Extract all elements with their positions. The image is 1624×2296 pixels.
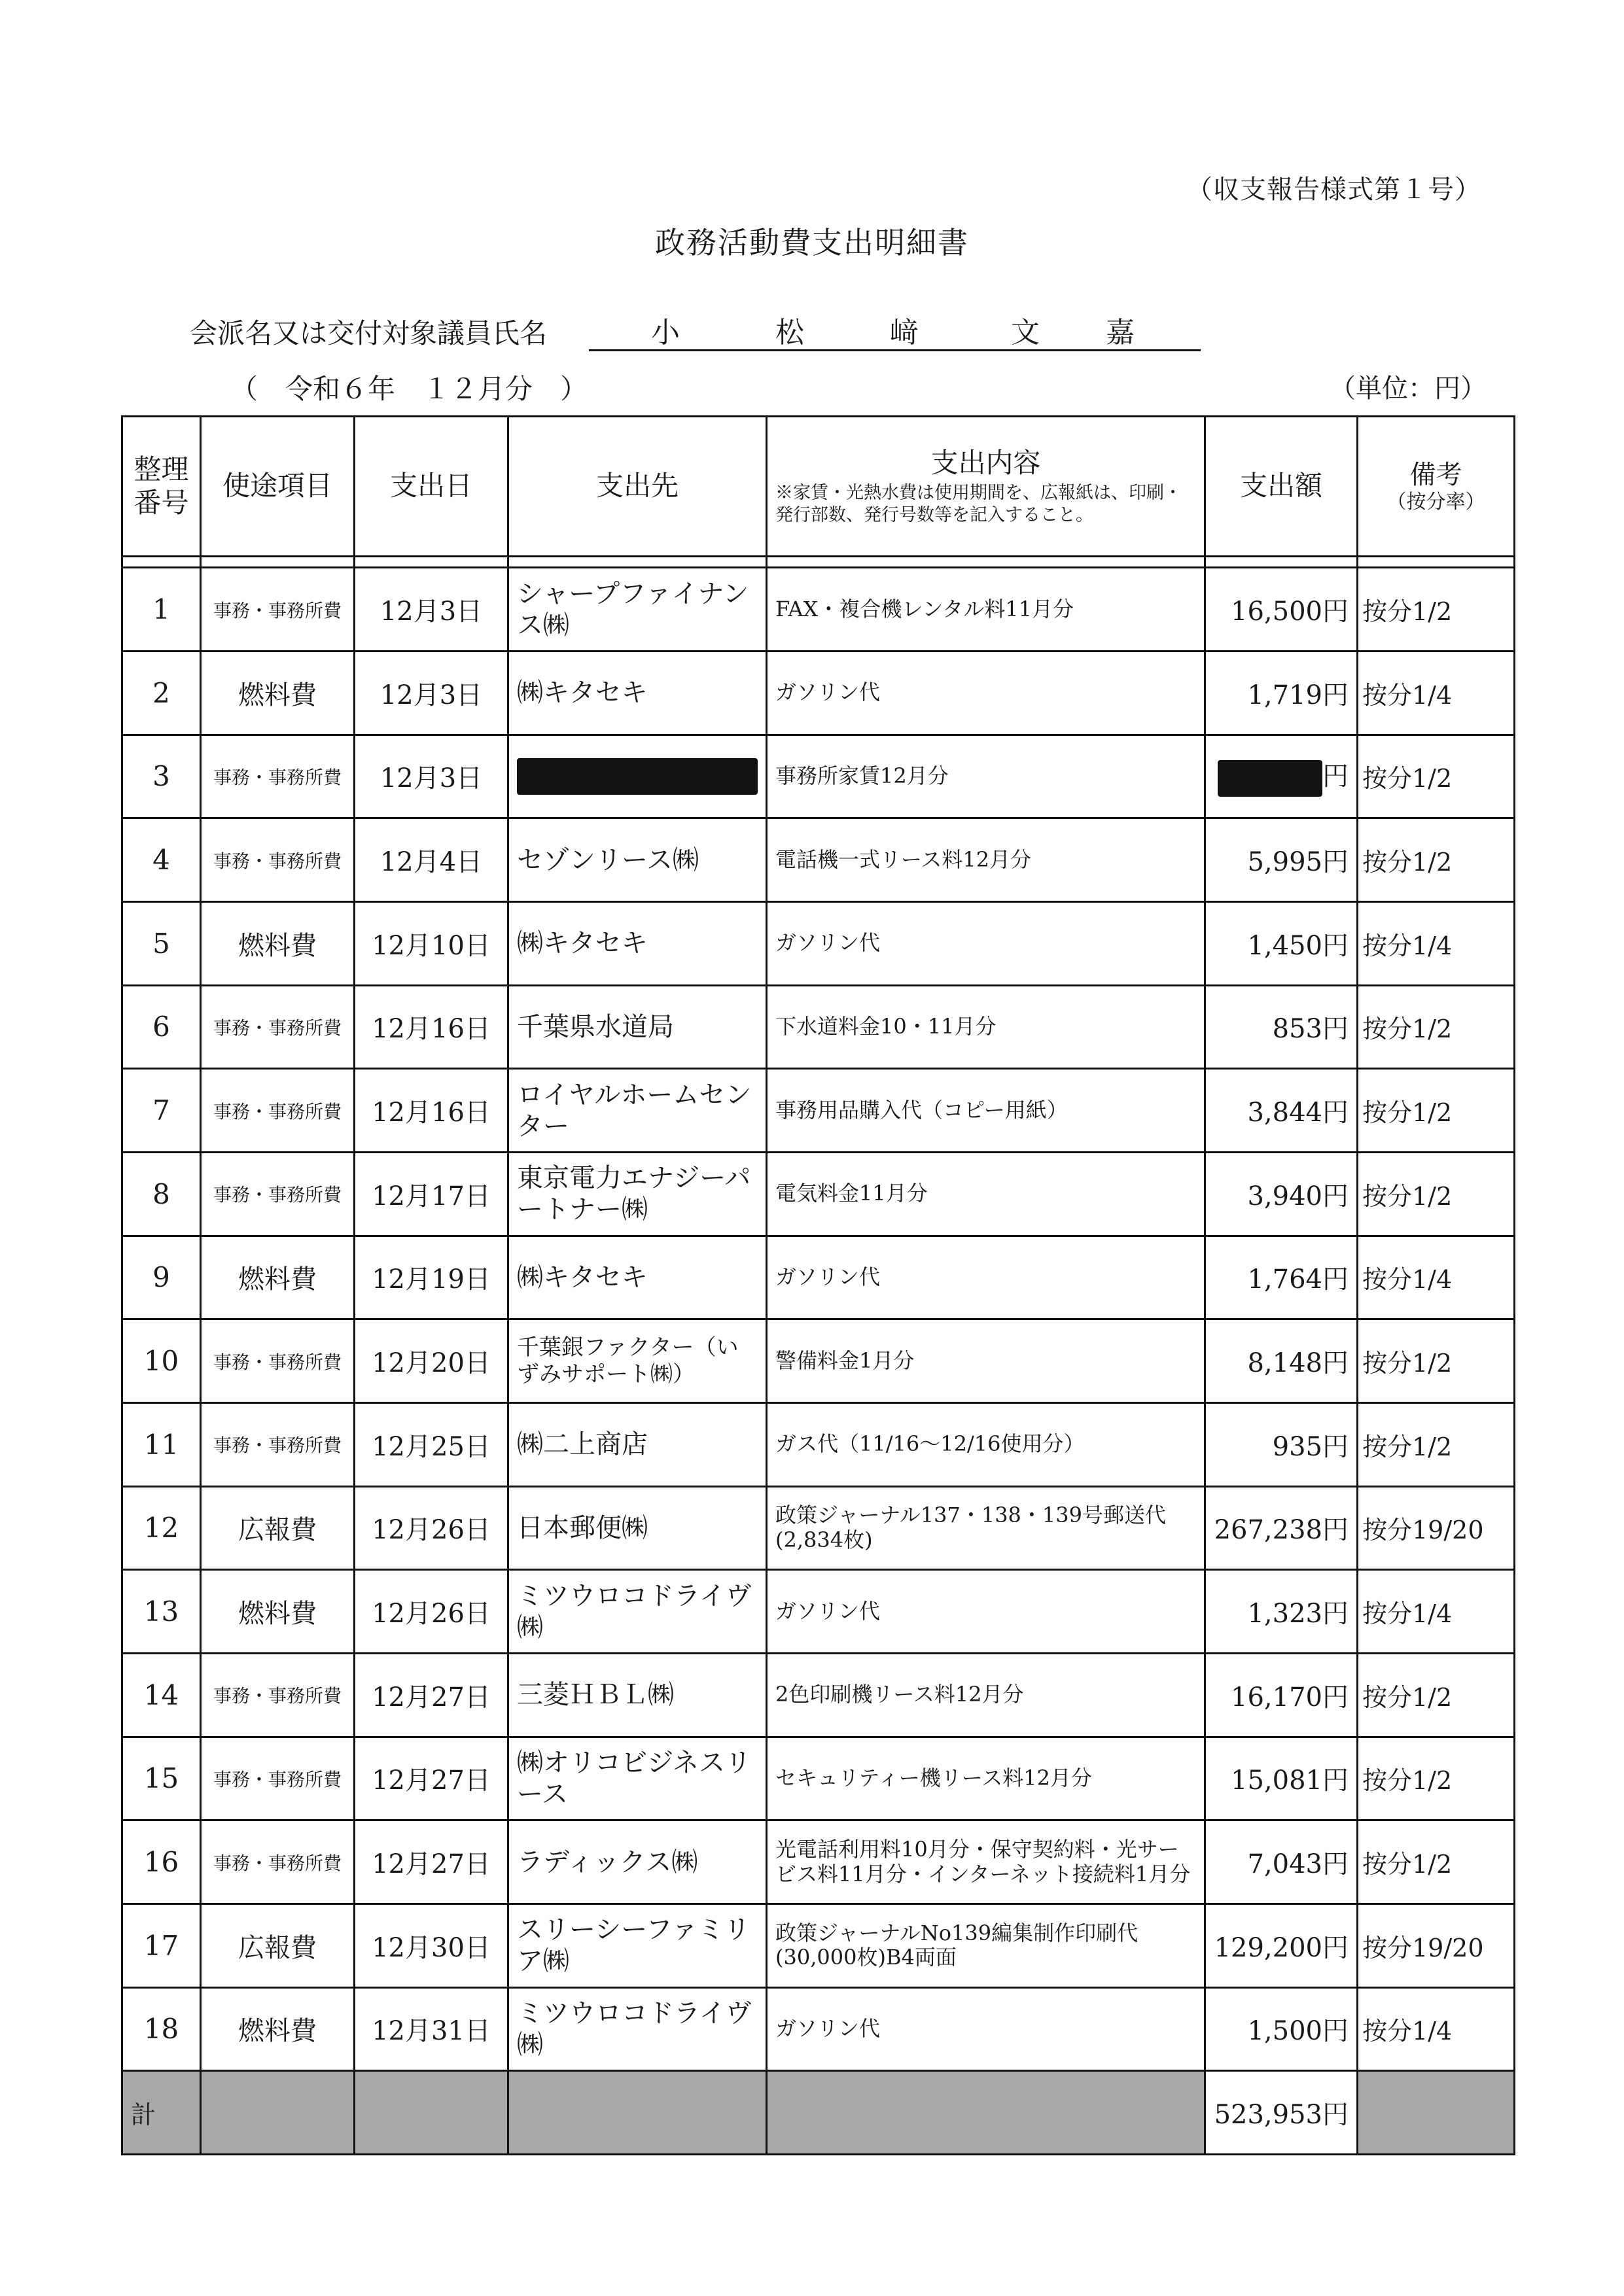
cell-remarks: 按分19/20 bbox=[1358, 1486, 1515, 1570]
table-header-row bbox=[122, 417, 1515, 557]
cell-category: 広報費 bbox=[201, 1486, 355, 1570]
table-row bbox=[122, 651, 1515, 735]
table-row bbox=[122, 1987, 1515, 2071]
cell-category: 広報費 bbox=[201, 1904, 355, 1987]
cell-date: 12月27日 bbox=[355, 1737, 508, 1820]
table-row bbox=[122, 1152, 1515, 1236]
cell-description: ガソリン代 bbox=[767, 1987, 1205, 2071]
total-label: 計 bbox=[122, 2071, 201, 2155]
total-empty-cell bbox=[767, 2071, 1205, 2155]
cell-description: ガソリン代 bbox=[767, 651, 1205, 735]
cell-remarks: 按分1/4 bbox=[1358, 1236, 1515, 1319]
cell-category: 事務・事務所費 bbox=[201, 1653, 355, 1737]
total-amount: 523,953円 bbox=[1205, 2071, 1358, 2155]
cell-category: 事務・事務所費 bbox=[201, 568, 355, 652]
cell-amount: 129,200円 bbox=[1205, 1904, 1358, 1987]
cell-remarks: 按分19/20 bbox=[1358, 1904, 1515, 1987]
cell-category: 事務・事務所費 bbox=[201, 1402, 355, 1486]
cell-no: 15 bbox=[122, 1737, 201, 1820]
cell-description: 政策ジャーナルNo139編集制作印刷代(30,000枚)B4両面 bbox=[767, 1904, 1205, 1987]
cell-payee: 千葉銀ファクター（いずみサポート㈱） bbox=[508, 1319, 767, 1403]
cell-no: 3 bbox=[122, 735, 201, 818]
table-row bbox=[122, 568, 1515, 652]
cell-payee: スリーシーファミリア㈱ bbox=[508, 1904, 767, 1987]
total-empty-cell bbox=[355, 2071, 508, 2155]
cell-amount: 935円 bbox=[1205, 1402, 1358, 1486]
cell-date: 12月27日 bbox=[355, 1653, 508, 1737]
cell-amount: 3,940円 bbox=[1205, 1152, 1358, 1236]
table-row bbox=[122, 1069, 1515, 1153]
cell-no: 7 bbox=[122, 1069, 201, 1153]
table-row bbox=[122, 1653, 1515, 1737]
cell-amount: 1,764円 bbox=[1205, 1236, 1358, 1319]
document-title: 政務活動費支出明細書 bbox=[655, 225, 969, 260]
cell-no: 6 bbox=[122, 985, 201, 1069]
cell-amount: 5,995円 bbox=[1205, 818, 1358, 902]
cell-amount: 16,170円 bbox=[1205, 1653, 1358, 1737]
cell-description: 光電話利用料10月分・保守契約料・光サービス料11月分・インターネット接続料1月分 bbox=[767, 1820, 1205, 1904]
table-row bbox=[122, 1737, 1515, 1820]
cell-date: 12月20日 bbox=[355, 1319, 508, 1403]
total-empty-cell bbox=[1358, 2071, 1515, 2155]
cell-date: 12月4日 bbox=[355, 818, 508, 902]
header-category: 使途項目 bbox=[201, 417, 355, 557]
cell-date: 12月27日 bbox=[355, 1820, 508, 1904]
cell-remarks: 按分1/4 bbox=[1358, 651, 1515, 735]
cell-no: 12 bbox=[122, 1486, 201, 1570]
header-remarks-sub: （按分率） bbox=[1386, 490, 1485, 513]
cell-description: 政策ジャーナル137・138・139号郵送代(2,834枚) bbox=[767, 1486, 1205, 1570]
header-remarks-title: 備考 bbox=[1409, 459, 1462, 490]
cell-payee: 日本郵便㈱ bbox=[508, 1486, 767, 1570]
table-row bbox=[122, 1402, 1515, 1486]
table-row bbox=[122, 1820, 1515, 1904]
member-name-char: 嘉 bbox=[1106, 316, 1135, 349]
cell-description: 電気料金11月分 bbox=[767, 1152, 1205, 1236]
cell-amount: 1,500円 bbox=[1205, 1987, 1358, 2071]
cell-no: 18 bbox=[122, 1987, 201, 2071]
cell-category: 事務・事務所費 bbox=[201, 1820, 355, 1904]
cell-date: 12月16日 bbox=[355, 1069, 508, 1153]
member-name-char: 﨑 bbox=[890, 316, 919, 349]
cell-remarks: 按分1/2 bbox=[1358, 818, 1515, 902]
member-name-char: 小 bbox=[651, 316, 680, 349]
amount-unit: 円 bbox=[1322, 761, 1349, 792]
cell-date: 12月31日 bbox=[355, 1987, 508, 2071]
redacted-payee bbox=[517, 758, 758, 795]
cell-description: ガス代（11/16～12/16使用分） bbox=[767, 1402, 1205, 1486]
cell-amount: 8,148円 bbox=[1205, 1319, 1358, 1403]
cell-no: 13 bbox=[122, 1570, 201, 1654]
cell-payee: ミツウロコドライヴ㈱ bbox=[508, 1987, 767, 2071]
cell-no: 2 bbox=[122, 651, 201, 735]
cell-no: 11 bbox=[122, 1402, 201, 1486]
cell-remarks: 按分1/2 bbox=[1358, 568, 1515, 652]
cell-remarks: 按分1/2 bbox=[1358, 1152, 1515, 1236]
cell-no: 17 bbox=[122, 1904, 201, 1987]
cell-date: 12月25日 bbox=[355, 1402, 508, 1486]
cell-description: 電話機一式リース料12月分 bbox=[767, 818, 1205, 902]
header-no-line1: 整理 bbox=[133, 453, 189, 486]
table-row bbox=[122, 901, 1515, 985]
table-row bbox=[122, 1486, 1515, 1570]
cell-description: FAX・複合機レンタル料11月分 bbox=[767, 568, 1205, 652]
cell-payee: 東京電力エナジーパートナー㈱ bbox=[508, 1152, 767, 1236]
cell-date: 12月26日 bbox=[355, 1570, 508, 1654]
cell-category: 事務・事務所費 bbox=[201, 1319, 355, 1403]
header-no-line2: 番号 bbox=[133, 486, 189, 519]
cell-category: 事務・事務所費 bbox=[201, 735, 355, 818]
cell-remarks: 按分1/2 bbox=[1358, 985, 1515, 1069]
cell-category: 燃料費 bbox=[201, 651, 355, 735]
cell-no: 8 bbox=[122, 1152, 201, 1236]
total-empty-cell bbox=[201, 2071, 355, 2155]
header-amount: 支出額 bbox=[1205, 417, 1358, 557]
cell-description: 2色印刷機リース料12月分 bbox=[767, 1653, 1205, 1737]
member-label: 会派名又は交付対象議員氏名 bbox=[190, 317, 548, 349]
table-row bbox=[122, 1319, 1515, 1403]
cell-remarks: 按分1/2 bbox=[1358, 1319, 1515, 1403]
cell-description: 警備料金1月分 bbox=[767, 1319, 1205, 1403]
table-row bbox=[122, 985, 1515, 1069]
table-row bbox=[122, 1904, 1515, 1987]
cell-category: 事務・事務所費 bbox=[201, 1737, 355, 1820]
cell-payee: ㈱キタセキ bbox=[508, 651, 767, 735]
cell-category: 燃料費 bbox=[201, 1236, 355, 1319]
form-number: （収支報告様式第１号） bbox=[1186, 175, 1481, 205]
cell-remarks: 按分1/2 bbox=[1358, 1737, 1515, 1820]
cell-category: 燃料費 bbox=[201, 1987, 355, 2071]
cell-amount: 3,844円 bbox=[1205, 1069, 1358, 1153]
cell-date: 12月17日 bbox=[355, 1152, 508, 1236]
cell-description: ガソリン代 bbox=[767, 1570, 1205, 1654]
cell-remarks: 按分1/2 bbox=[1358, 735, 1515, 818]
cell-amount: 15,081円 bbox=[1205, 1737, 1358, 1820]
cell-category: 燃料費 bbox=[201, 901, 355, 985]
cell-amount bbox=[1205, 735, 1358, 818]
header-description bbox=[767, 417, 1205, 557]
cell-description: 下水道料金10・11月分 bbox=[767, 985, 1205, 1069]
cell-amount: 16,500円 bbox=[1205, 568, 1358, 652]
cell-payee: 千葉県水道局 bbox=[508, 985, 767, 1069]
cell-description: 事務用品購入代（コピー用紙） bbox=[767, 1069, 1205, 1153]
cell-amount: 7,043円 bbox=[1205, 1820, 1358, 1904]
cell-category: 事務・事務所費 bbox=[201, 985, 355, 1069]
cell-date: 12月3日 bbox=[355, 651, 508, 735]
cell-category: 事務・事務所費 bbox=[201, 818, 355, 902]
cell-no: 14 bbox=[122, 1653, 201, 1737]
table-row bbox=[122, 1236, 1515, 1319]
cell-description: 事務所家賃12月分 bbox=[767, 735, 1205, 818]
cell-no: 4 bbox=[122, 818, 201, 902]
total-row bbox=[122, 2071, 1515, 2155]
cell-payee: ロイヤルホームセンター bbox=[508, 1069, 767, 1153]
redacted-amount bbox=[1218, 760, 1322, 797]
header-date: 支出日 bbox=[355, 417, 508, 557]
cell-category: 燃料費 bbox=[201, 1570, 355, 1654]
cell-payee: シャープファイナンス㈱ bbox=[508, 568, 767, 652]
cell-payee: ミツウロコドライヴ㈱ bbox=[508, 1570, 767, 1654]
cell-payee: ㈱キタセキ bbox=[508, 901, 767, 985]
cell-description: セキュリティー機リース料12月分 bbox=[767, 1737, 1205, 1820]
cell-date: 12月19日 bbox=[355, 1236, 508, 1319]
cell-remarks: 按分1/2 bbox=[1358, 1402, 1515, 1486]
cell-payee bbox=[508, 735, 767, 818]
cell-date: 12月30日 bbox=[355, 1904, 508, 1987]
cell-no: 9 bbox=[122, 1236, 201, 1319]
cell-remarks: 按分1/2 bbox=[1358, 1820, 1515, 1904]
cell-no: 1 bbox=[122, 568, 201, 652]
member-name-char: 松 bbox=[775, 316, 804, 349]
cell-no: 10 bbox=[122, 1319, 201, 1403]
cell-payee: ㈱オリコビジネスリース bbox=[508, 1737, 767, 1820]
header-payee: 支出先 bbox=[508, 417, 767, 557]
cell-payee: ㈱キタセキ bbox=[508, 1236, 767, 1319]
cell-category: 事務・事務所費 bbox=[201, 1152, 355, 1236]
header-description-title: 支出内容 bbox=[930, 446, 1041, 479]
table-row bbox=[122, 1570, 1515, 1654]
table-row bbox=[122, 818, 1515, 902]
member-name-char: 文 bbox=[1011, 316, 1040, 349]
cell-date: 12月26日 bbox=[355, 1486, 508, 1570]
cell-remarks: 按分1/2 bbox=[1358, 1653, 1515, 1737]
cell-date: 12月3日 bbox=[355, 568, 508, 652]
cell-payee: ラディックス㈱ bbox=[508, 1820, 767, 1904]
table-row bbox=[122, 735, 1515, 818]
member-name bbox=[589, 309, 1201, 351]
cell-no: 16 bbox=[122, 1820, 201, 1904]
cell-date: 12月16日 bbox=[355, 985, 508, 1069]
expense-table bbox=[121, 415, 1513, 2155]
cell-date: 12月10日 bbox=[355, 901, 508, 985]
total-empty-cell bbox=[508, 2071, 767, 2155]
cell-no: 5 bbox=[122, 901, 201, 985]
header-description-note: ※家賃・光熱水費は使用期間を、広報紙は、印刷・発行部数、発行号数等を記入すること。 bbox=[775, 483, 1182, 525]
cell-payee: セゾンリース㈱ bbox=[508, 818, 767, 902]
report-period: （ 令和６年 １２月分 ） bbox=[230, 373, 588, 405]
header-spacer-row bbox=[122, 557, 1515, 568]
cell-amount: 853円 bbox=[1205, 985, 1358, 1069]
cell-amount: 1,450円 bbox=[1205, 901, 1358, 985]
cell-description: ガソリン代 bbox=[767, 901, 1205, 985]
unit-label: （単位：円） bbox=[1330, 374, 1487, 404]
header-no bbox=[122, 417, 201, 557]
cell-remarks: 按分1/2 bbox=[1358, 1069, 1515, 1153]
cell-remarks: 按分1/4 bbox=[1358, 1570, 1515, 1654]
cell-payee: ㈱二上商店 bbox=[508, 1402, 767, 1486]
cell-amount: 1,719円 bbox=[1205, 651, 1358, 735]
cell-remarks: 按分1/4 bbox=[1358, 901, 1515, 985]
cell-amount: 267,238円 bbox=[1205, 1486, 1358, 1570]
cell-description: ガソリン代 bbox=[767, 1236, 1205, 1319]
cell-payee: 三菱ＨＢＬ㈱ bbox=[508, 1653, 767, 1737]
cell-remarks: 按分1/4 bbox=[1358, 1987, 1515, 2071]
cell-amount: 1,323円 bbox=[1205, 1570, 1358, 1654]
header-remarks bbox=[1358, 417, 1515, 557]
cell-date: 12月3日 bbox=[355, 735, 508, 818]
cell-category: 事務・事務所費 bbox=[201, 1069, 355, 1153]
